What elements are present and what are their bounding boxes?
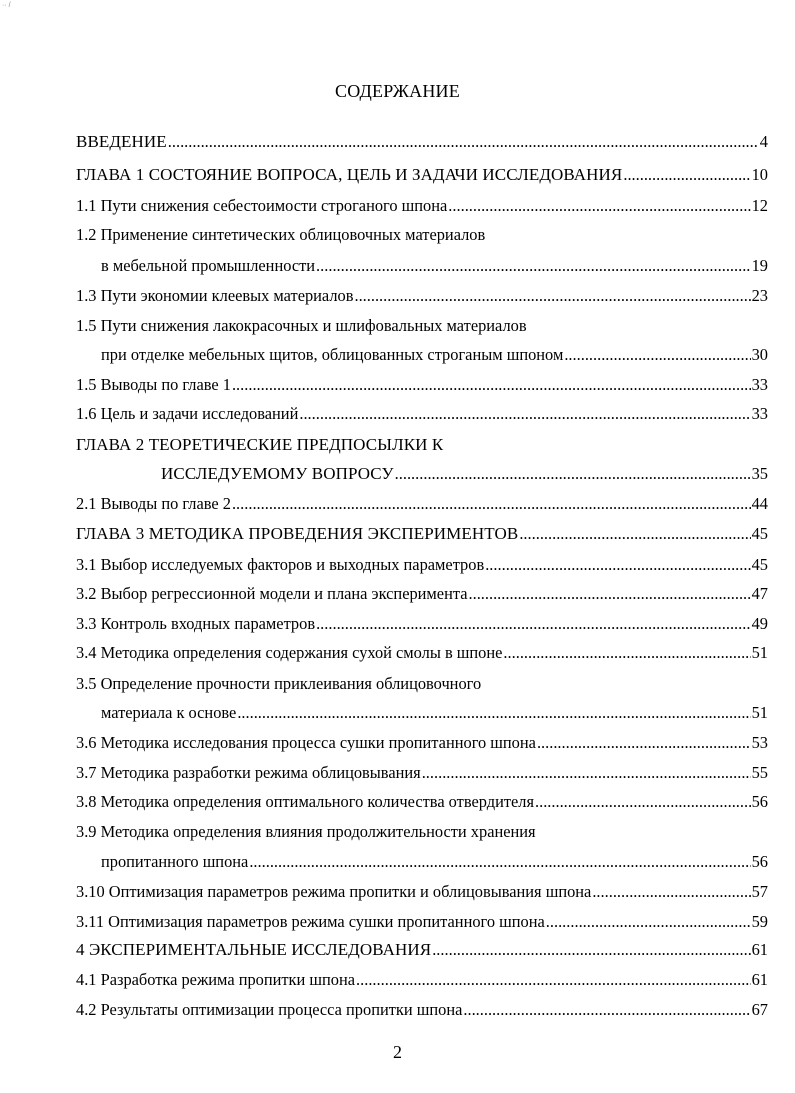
toc-entry-text: 4.1 Разработка режима пропитки шпона <box>76 970 356 989</box>
toc-leader-dots <box>485 555 750 575</box>
toc-entry-introduction <box>76 132 768 152</box>
scan-corner-mark: ·· / <box>2 2 11 9</box>
toc-entry-text: 1.5 Выводы по главе 1 <box>76 375 231 394</box>
toc-leader-dots <box>168 132 759 152</box>
toc-entry-chapter-4 <box>76 940 768 960</box>
toc-entry-text: ВВЕДЕНИЕ <box>76 132 167 151</box>
toc-entry-3-5-line1: 3.5 Определение прочности приклеивания облицовочного <box>76 674 482 693</box>
toc-leader-dots <box>316 256 751 276</box>
toc-entry-chapter-3 <box>76 524 768 544</box>
toc-entry-1-4 <box>101 345 768 365</box>
toc-entry-chapter-2-line1: ГЛАВА 2 ТЕОРЕТИЧЕСКИЕ ПРЕДПОСЫЛКИ К <box>76 435 444 454</box>
toc-entry-text: 1.1 Пути снижения себестоимости строганого шпона <box>76 196 448 215</box>
toc-entry-page: 51 <box>751 643 768 662</box>
toc-entry-page: 55 <box>751 763 768 782</box>
toc-entry-text: ИССЛЕДУЕМОМУ ВОПРОСУ <box>161 464 394 483</box>
toc-entry-3-5 <box>101 703 768 723</box>
toc-leader-dots <box>535 792 751 812</box>
toc-entry-4-1 <box>76 970 768 990</box>
toc-leader-dots <box>432 940 750 960</box>
toc-entry-chapter-1 <box>76 165 768 185</box>
toc-leader-dots <box>232 494 751 514</box>
toc-entry-page: 44 <box>751 494 768 513</box>
toc-entry-page: 61 <box>751 970 768 989</box>
toc-leader-dots <box>463 1000 750 1020</box>
toc-entry-3-4 <box>76 643 768 663</box>
toc-leader-dots <box>503 643 750 663</box>
toc-entry-2-1 <box>76 494 768 514</box>
toc-entry-page: 51 <box>751 703 768 722</box>
toc-entry-3-10 <box>76 882 768 902</box>
toc-entry-text: 3.2 Выбор регрессионной модели и плана эксперимента <box>76 584 468 603</box>
toc-leader-dots <box>519 524 750 544</box>
toc-entry-3-9-line1: 3.9 Методика определения влияния продолжительности хранения <box>76 822 536 841</box>
toc-entry-4-2 <box>76 1000 768 1020</box>
toc-entry-page: 45 <box>751 524 768 543</box>
toc-entry-3-8 <box>76 792 768 812</box>
toc-entry-page: 57 <box>751 882 768 901</box>
toc-entry-3-3 <box>76 614 768 634</box>
toc-entry-page: 56 <box>751 792 768 811</box>
toc-leader-dots <box>395 464 751 484</box>
toc-leader-dots <box>249 852 750 872</box>
toc-leader-dots <box>237 703 750 723</box>
toc-entry-page: 30 <box>751 345 768 364</box>
toc-entry-1-2-line1: 1.2 Применение синтетических облицовочных материалов <box>76 225 486 244</box>
toc-entry-page: 49 <box>751 614 768 633</box>
toc-entry-3-7 <box>76 763 768 783</box>
toc-leader-dots <box>422 763 751 783</box>
toc-entry-text: при отделке мебельных щитов, облицованных строганым шпоном <box>101 345 564 364</box>
toc-leader-dots <box>546 912 751 932</box>
toc-entry-page: 10 <box>751 165 768 184</box>
toc-leader-dots <box>623 165 750 185</box>
toc-entry-text: материала к основе <box>101 703 237 722</box>
toc-entry-3-1 <box>76 555 768 575</box>
toc-entry-page: 61 <box>751 940 768 959</box>
toc-entry-text: 3.6 Методика исследования процесса сушки пропитанного шпона <box>76 733 536 752</box>
toc-entry-chapter-2 <box>161 464 768 484</box>
toc-leader-dots <box>316 614 751 634</box>
toc-entry-3-6 <box>76 733 768 753</box>
toc-leader-dots <box>356 970 751 990</box>
toc-entry-1-3 <box>76 286 768 306</box>
toc-entry-page: 19 <box>751 256 768 275</box>
toc-entry-text: 3.1 Выбор исследуемых факторов и выходных параметров <box>76 555 485 574</box>
toc-entry-1-6 <box>76 404 768 424</box>
toc-entry-page: 56 <box>751 852 768 871</box>
toc-entry-text: 3.10 Оптимизация параметров режима пропитки и облицовывания шпона <box>76 882 592 901</box>
toc-entry-page: 23 <box>751 286 768 305</box>
toc-entry-1-5 <box>76 375 768 395</box>
toc-entry-3-9 <box>101 852 768 872</box>
toc-entry-text: 3.3 Контроль входных параметров <box>76 614 316 633</box>
toc-entry-page: 4 <box>759 132 768 151</box>
toc-entry-text: 3.4 Методика определения содержания сухой смолы в шпоне <box>76 643 503 662</box>
toc-entry-text: 3.8 Методика определения оптимального количества отвердителя <box>76 792 534 811</box>
toc-entry-3-11 <box>76 912 768 932</box>
toc-entry-1-2 <box>101 256 768 276</box>
toc-entry-3-2 <box>76 584 768 604</box>
toc-entry-page: 33 <box>751 404 768 423</box>
toc-leader-dots <box>537 733 751 753</box>
toc-leader-dots <box>469 584 751 604</box>
toc-entry-text: 1.6 Цель и задачи исследований <box>76 404 299 423</box>
table-of-contents <box>76 0 768 1093</box>
toc-leader-dots <box>299 404 750 424</box>
toc-leader-dots <box>592 882 750 902</box>
toc-leader-dots <box>448 196 750 216</box>
toc-entry-text: ГЛАВА 3 МЕТОДИКА ПРОВЕДЕНИЯ ЭКСПЕРИМЕНТОВ <box>76 524 519 543</box>
toc-leader-dots <box>354 286 750 306</box>
toc-entry-text: 4.2 Результаты оптимизации процесса пропитки шпона <box>76 1000 463 1019</box>
toc-entry-text: 1.3 Пути экономии клеевых материалов <box>76 286 354 305</box>
toc-entry-text: 2.1 Выводы по главе 2 <box>76 494 231 513</box>
toc-entry-page: 45 <box>751 555 768 574</box>
toc-entry-1-1 <box>76 196 768 216</box>
toc-entry-page: 47 <box>751 584 768 603</box>
toc-entry-page: 12 <box>751 196 768 215</box>
toc-entry-text: пропитанного шпона <box>101 852 249 871</box>
toc-entry-text: 4 ЭКСПЕРИМЕНТАЛЬНЫЕ ИССЛЕДОВАНИЯ <box>76 940 432 959</box>
toc-entry-text: 3.11 Оптимизация параметров режима сушки пропитанного шпона <box>76 912 545 931</box>
toc-leader-dots <box>232 375 751 395</box>
page-title: СОДЕРЖАНИЕ <box>335 81 460 101</box>
toc-entry-1-4-line1: 1.5 Пути снижения лакокрасочных и шлифовальных материалов <box>76 316 527 335</box>
page-number: 2 <box>393 1042 402 1062</box>
toc-entry-page: 59 <box>751 912 768 931</box>
toc-entry-text: ГЛАВА 1 СОСТОЯНИЕ ВОПРОСА, ЦЕЛЬ И ЗАДАЧИ ИССЛЕДОВАНИЯ <box>76 165 623 184</box>
toc-entry-page: 35 <box>751 464 768 483</box>
toc-entry-page: 33 <box>751 375 768 394</box>
toc-leader-dots <box>564 345 750 365</box>
toc-entry-page: 67 <box>751 1000 768 1019</box>
toc-entry-text: 3.7 Методика разработки режима облицовывания <box>76 763 421 782</box>
toc-entry-text: в мебельной промышленности <box>101 256 316 275</box>
toc-entry-page: 53 <box>751 733 768 752</box>
